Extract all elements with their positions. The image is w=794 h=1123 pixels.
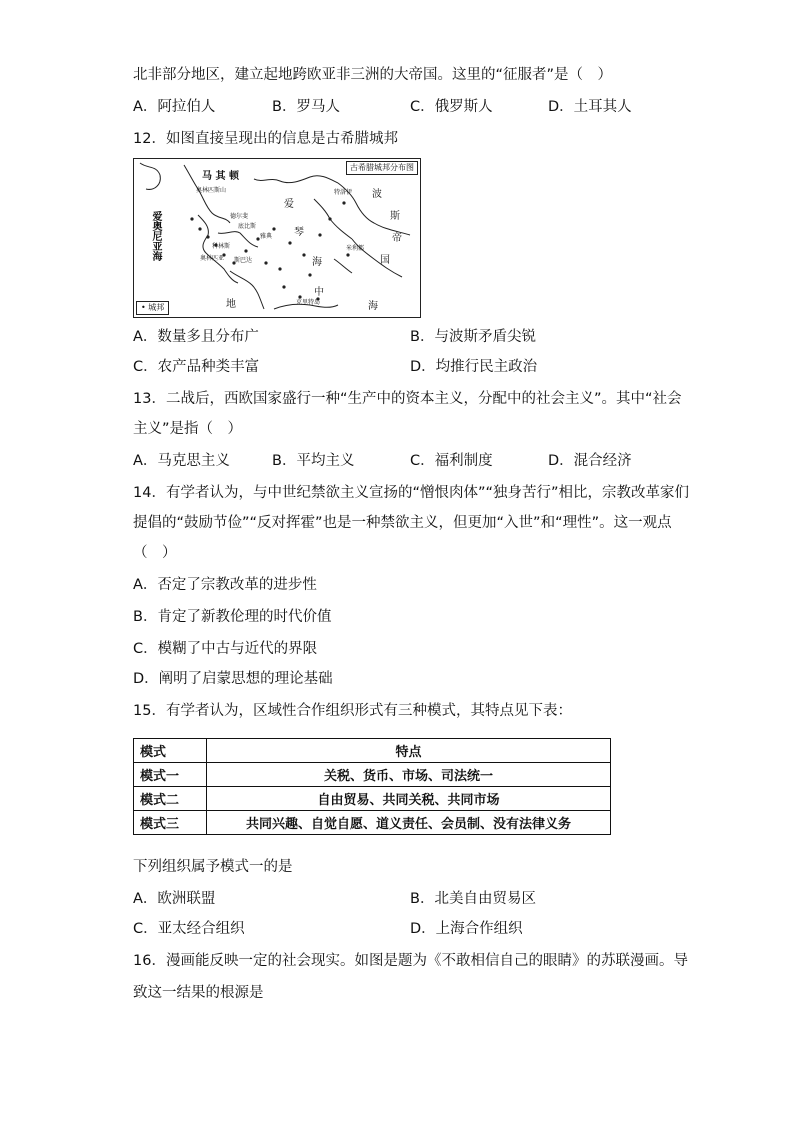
table-row — [134, 787, 611, 811]
map-label-med-1: 地 — [226, 299, 236, 310]
q12-option-a: A．数量多且分布广 — [133, 329, 259, 345]
map-label-crete: 克里特岛 — [296, 299, 321, 306]
q15-stem: 15．有学者认为，区域性合作组织形式有三种模式，其特点见下表： — [133, 703, 572, 719]
map-label-miletus: 米利都 — [346, 245, 365, 252]
q12-option-d: D．均推行民主政治 — [410, 359, 538, 375]
q14-option-b: B．肯定了新教伦理的时代价值 — [133, 609, 332, 625]
q15-option-b: B．北美自由贸易区 — [410, 891, 536, 907]
q14-stem-line3: （ ） — [133, 545, 177, 561]
map-label-thebes: 底比斯 — [238, 223, 257, 230]
map-label-aegean-1: 爱 — [284, 199, 294, 210]
q11-option-a: A．阿拉伯人 — [133, 99, 216, 115]
table-cell-mode: 模式三 — [134, 811, 207, 835]
q11-option-b: B．罗马人 — [272, 99, 340, 115]
map-label-sparta: 斯巴达 — [234, 257, 253, 264]
q13-option-c: C．福利制度 — [410, 453, 493, 469]
q14-option-d: D．阐明了启蒙思想的理论基础 — [133, 671, 333, 687]
q13-option-a: A．马克思主义 — [133, 453, 230, 469]
q15-after-text: 下列组织属予模式一的是 — [133, 859, 293, 875]
map-label-macedonia: 马 其 顿 — [202, 171, 239, 182]
map-label-med-3: 海 — [368, 301, 378, 312]
mode-table — [133, 738, 611, 835]
map-label-delphi: 德尔斐 — [230, 213, 249, 220]
q16-stem-line1: 16．漫画能反映一定的社会现实。如图是题为《不敢相信自己的眼睛》的苏联漫画。导 — [133, 953, 688, 969]
q14-stem-line2: 提倡的“鼓励节俭”“反对挥霍”也是一种禁欲主义，但更加“入世”和“理性”。这一观点 — [133, 515, 672, 531]
map-label-aegean-3: 海 — [312, 257, 322, 268]
q15-option-c: C．亚太经合组织 — [133, 921, 245, 937]
q13-option-d: D．混合经济 — [548, 453, 632, 469]
map-label-olympus: 奥林匹斯山 — [196, 187, 227, 194]
map-label-persia-2: 斯 — [390, 211, 400, 222]
table-row — [134, 763, 611, 787]
q12-option-c: C．农产品种类丰富 — [133, 359, 260, 375]
table-row — [134, 811, 611, 835]
table-header-mode: 模式 — [134, 739, 207, 763]
map-label-athens: 雅典 — [260, 233, 273, 240]
table-cell-features: 共同兴趣、自觉自愿、道义责任、会员制、没有法律义务 — [207, 811, 611, 835]
q14-option-c: C．模糊了中古与近代的界限 — [133, 641, 318, 657]
map-legend: • 城邦 — [136, 301, 169, 315]
map-label-olympia: 奥林匹亚 — [200, 255, 225, 262]
table-cell-mode: 模式一 — [134, 763, 207, 787]
map-label-persia-4: 国 — [380, 255, 390, 266]
q11-option-d: D．土耳其人 — [548, 99, 632, 115]
table-header-features: 特点 — [207, 739, 611, 763]
map-label-persia-1: 波 — [372, 189, 382, 200]
map-label-aegean-2: 琴 — [294, 227, 304, 238]
q16-stem-line2: 致这一结果的根源是 — [133, 985, 264, 1001]
table-cell-mode: 模式二 — [134, 787, 207, 811]
table-cell-features: 自由贸易、共同关税、共同市场 — [207, 787, 611, 811]
q15-option-d: D．上海合作组织 — [410, 921, 523, 937]
q13-stem-line1: 13．二战后，西欧国家盛行一种“生产中的资本主义，分配中的社会主义”。其中“社会 — [133, 391, 682, 407]
q14-option-a: A．否定了宗教改革的进步性 — [133, 577, 317, 593]
q11-stem-tail: 北非部分地区，建立起地跨欧亚非三洲的大帝国。这里的“征服者”是（ ） — [133, 67, 613, 83]
q12-stem: 12．如图直接呈现出的信息是古希腊城邦 — [133, 131, 398, 147]
q14-stem-line1: 14．有学者认为，与中世纪禁欲主义宣扬的“憎恨肉体”“独身苦行”相比，宗教改革家们 — [133, 485, 689, 501]
q13-option-b: B．平均主义 — [272, 453, 355, 469]
map-label-troy: 特洛伊 — [334, 189, 353, 196]
map-coastlines — [134, 159, 420, 317]
q11-option-c: C．俄罗斯人 — [410, 99, 493, 115]
table-cell-features: 关税、货币、市场、司法统一 — [207, 763, 611, 787]
q12-option-b: B．与波斯矛盾尖锐 — [410, 329, 536, 345]
greek-city-states-map — [133, 158, 421, 318]
map-label-persia-3: 帝 — [392, 233, 402, 244]
q13-stem-line2: 主义”是指（ ） — [133, 421, 243, 437]
map-label-ionian-sea: 爱奥尼亚海 — [150, 211, 161, 261]
table-header-row — [134, 739, 611, 763]
map-title: 古希腊城邦分布图 — [346, 161, 418, 175]
map-label-med-2: 中 — [314, 287, 324, 298]
q15-option-a: A．欧洲联盟 — [133, 891, 216, 907]
map-label-corinth: 科林斯 — [212, 243, 231, 250]
